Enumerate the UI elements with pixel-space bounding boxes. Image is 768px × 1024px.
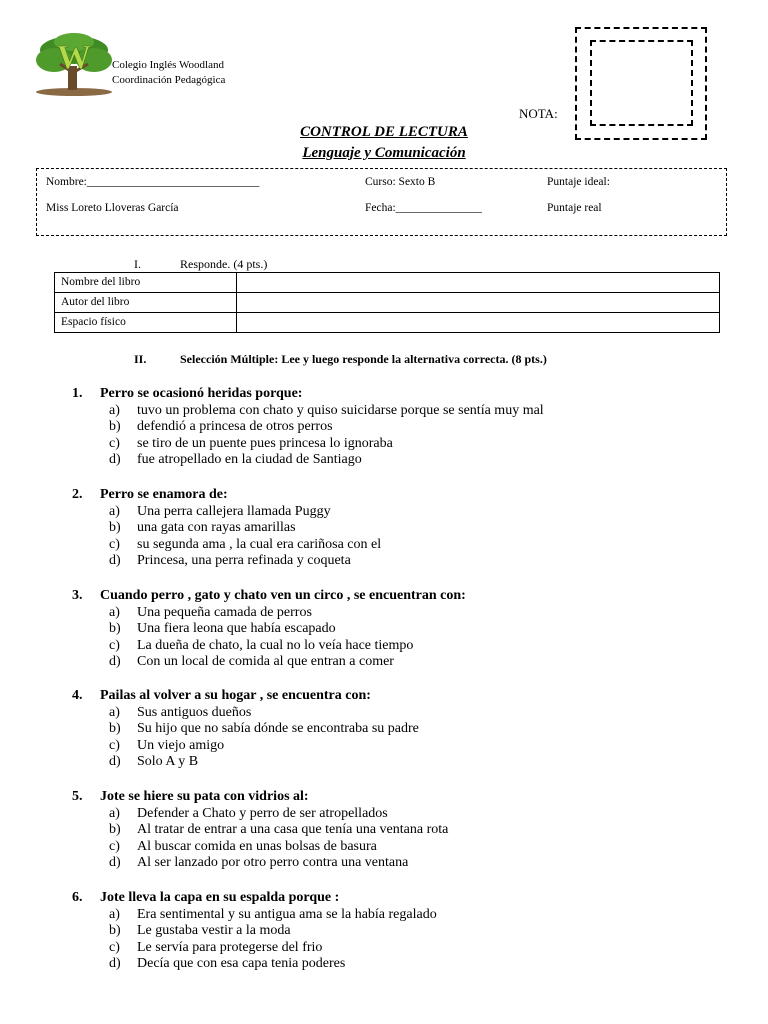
option-letter: c) (109, 435, 120, 451)
question-text (72, 588, 466, 605)
option-letter: b) (109, 520, 121, 536)
fecha-field[interactable]: Fecha:_______________ (365, 202, 482, 214)
curso-label: Curso: Sexto B (365, 176, 436, 188)
option-text: Decía que con esa capa tenia poderes (137, 956, 346, 972)
answer-option[interactable] (72, 504, 381, 521)
option-letter: c) (109, 939, 120, 955)
option-text: defendió a princesa de otros perros (137, 419, 333, 435)
answer-option[interactable] (72, 822, 448, 839)
table-cell-label: Autor del libro (55, 293, 237, 313)
option-text: Su hijo que no sabía dónde se encontraba su padre (137, 721, 419, 737)
question-text (72, 890, 437, 907)
option-text: Una perra callejera llamada Puggy (137, 503, 331, 519)
school-info (112, 58, 225, 88)
option-letter: a) (109, 402, 120, 418)
option-letter: b) (109, 822, 121, 838)
option-text: Princesa, una perra refinada y coqueta (137, 553, 351, 569)
option-text: Al buscar comida en unas bolsas de basura (137, 838, 377, 854)
question-text (72, 789, 448, 806)
nombre-field[interactable]: Nombre:______________________________ (46, 176, 260, 188)
svg-text:W: W (57, 39, 91, 76)
table-cell-label: Espacio físico (55, 313, 237, 333)
question-4 (72, 688, 419, 771)
document-subtitle (0, 145, 768, 162)
answer-option[interactable] (72, 403, 544, 420)
table-row (55, 273, 720, 293)
answer-option[interactable] (72, 705, 419, 722)
answer-option[interactable] (72, 436, 544, 453)
answer-cell[interactable] (237, 293, 720, 313)
option-text: Al tratar de entrar a una casa que tenía una ventana rota (137, 822, 449, 838)
teacher-name: Miss Loreto Lloveras García (46, 202, 179, 214)
puntaje-ideal-label: Puntaje ideal: (547, 176, 610, 188)
option-text: su segunda ama , la cual era cariñosa con el (137, 536, 382, 552)
answer-option[interactable] (72, 721, 419, 738)
section-2-number: II. (134, 352, 147, 366)
answer-option[interactable] (72, 907, 437, 924)
option-letter: b) (109, 621, 121, 637)
answer-option[interactable] (72, 654, 466, 671)
option-letter: d) (109, 553, 121, 569)
answer-option[interactable] (72, 806, 448, 823)
question-number: 4. (72, 688, 83, 703)
question-stem: Pailas al volver a su hogar , se encuentra con: (100, 688, 371, 703)
option-text: Sus antiguos dueños (137, 704, 252, 720)
book-info-table (54, 272, 720, 333)
option-letter: a) (109, 604, 120, 620)
option-text: Un viejo amigo (137, 737, 225, 753)
answer-option[interactable] (72, 754, 419, 771)
option-text: La dueña de chato, la cual no lo veía hace tiempo (137, 637, 414, 653)
option-letter: d) (109, 956, 121, 972)
answer-option[interactable] (72, 553, 381, 570)
answer-option[interactable] (72, 923, 437, 940)
option-letter: d) (109, 452, 121, 468)
answer-option[interactable] (72, 452, 544, 469)
option-letter: c) (109, 637, 120, 653)
question-number: 5. (72, 789, 83, 804)
option-text: Defender a Chato y perro de ser atropellados (137, 805, 388, 821)
answer-option[interactable] (72, 839, 448, 856)
school-logo (32, 30, 116, 98)
department-name: Coordinación Pedagógica (112, 74, 226, 86)
answer-option[interactable] (72, 419, 544, 436)
question-text (72, 688, 419, 705)
option-letter: a) (109, 704, 120, 720)
option-text: una gata con rayas amarillas (137, 520, 296, 536)
answer-cell[interactable] (237, 313, 720, 333)
answer-option[interactable] (72, 855, 448, 872)
section-1-number: I. (134, 257, 141, 271)
document-title (0, 124, 768, 141)
option-letter: c) (109, 737, 120, 753)
answer-option[interactable] (72, 520, 381, 537)
answer-option[interactable] (72, 956, 437, 973)
option-text: Solo A y B (137, 754, 199, 770)
question-number: 6. (72, 890, 83, 905)
option-letter: b) (109, 419, 121, 435)
option-text: Con un local de comida al que entran a comer (137, 654, 394, 670)
section-1-title: Responde. (4 pts.) (180, 257, 268, 271)
answer-cell[interactable] (237, 273, 720, 293)
option-letter: d) (109, 654, 121, 670)
option-letter: d) (109, 855, 121, 871)
option-letter: d) (109, 754, 121, 770)
question-text (72, 386, 544, 403)
question-1 (72, 386, 544, 469)
option-letter: b) (109, 923, 121, 939)
answer-option[interactable] (72, 605, 466, 622)
question-number: 1. (72, 386, 83, 401)
option-text: Una fiera leona que había escapado (137, 621, 336, 637)
answer-option[interactable] (72, 537, 381, 554)
question-number: 3. (72, 588, 83, 603)
question-2 (72, 487, 381, 570)
answer-option[interactable] (72, 638, 466, 655)
table-row (55, 293, 720, 313)
question-stem: Cuando perro , gato y chato ven un circo , se encuentran con: (100, 588, 466, 603)
table-cell-label: Nombre del libro (55, 273, 237, 293)
option-text: Le servía para protegerse del frio (137, 939, 323, 955)
option-letter: b) (109, 721, 121, 737)
title-line1: CONTROL DE LECTURA (300, 124, 468, 140)
school-name: Colegio Inglés Woodland (112, 59, 224, 71)
option-text: Le gustaba vestir a la moda (137, 923, 291, 939)
section-2-heading (134, 352, 547, 367)
question-stem: Perro se ocasionó heridas porque: (100, 386, 303, 401)
question-number: 2. (72, 487, 83, 502)
answer-option[interactable] (72, 738, 419, 755)
option-letter: c) (109, 536, 120, 552)
question-3 (72, 588, 466, 671)
option-text: Era sentimental y su antigua ama se la había regalado (137, 906, 437, 922)
question-5 (72, 789, 448, 872)
nota-box-inner (590, 40, 693, 126)
title-line2: Lenguaje y Comunicación (302, 145, 466, 161)
option-text: tuvo un problema con chato y quiso suicidarse porque se sentía muy mal (137, 402, 544, 418)
option-letter: c) (109, 838, 120, 854)
table-row (55, 313, 720, 333)
question-stem: Jote lleva la capa en su espalda porque : (100, 890, 340, 905)
question-stem: Perro se enamora de: (100, 487, 228, 502)
question-6 (72, 890, 437, 973)
option-letter: a) (109, 503, 120, 519)
answer-option[interactable] (72, 940, 437, 957)
option-text: Al ser lanzado por otro perro contra una ventana (137, 855, 409, 871)
option-letter: a) (109, 805, 120, 821)
answer-option[interactable] (72, 621, 466, 638)
section-1-heading (134, 257, 267, 272)
nota-label: NOTA: (519, 106, 558, 121)
option-text: Una pequeña camada de perros (137, 604, 312, 620)
option-letter: a) (109, 906, 120, 922)
question-stem: Jote se hiere su pata con vidrios al: (100, 789, 309, 804)
section-2-title: Selección Múltiple: Lee y luego responde la alternativa correcta. (8 pts.) (180, 352, 547, 366)
option-text: fue atropellado en la ciudad de Santiago (137, 452, 362, 468)
question-text (72, 487, 381, 504)
option-text: se tiro de un puente pues princesa lo ignoraba (137, 435, 393, 451)
puntaje-real-label: Puntaje real (547, 202, 602, 214)
